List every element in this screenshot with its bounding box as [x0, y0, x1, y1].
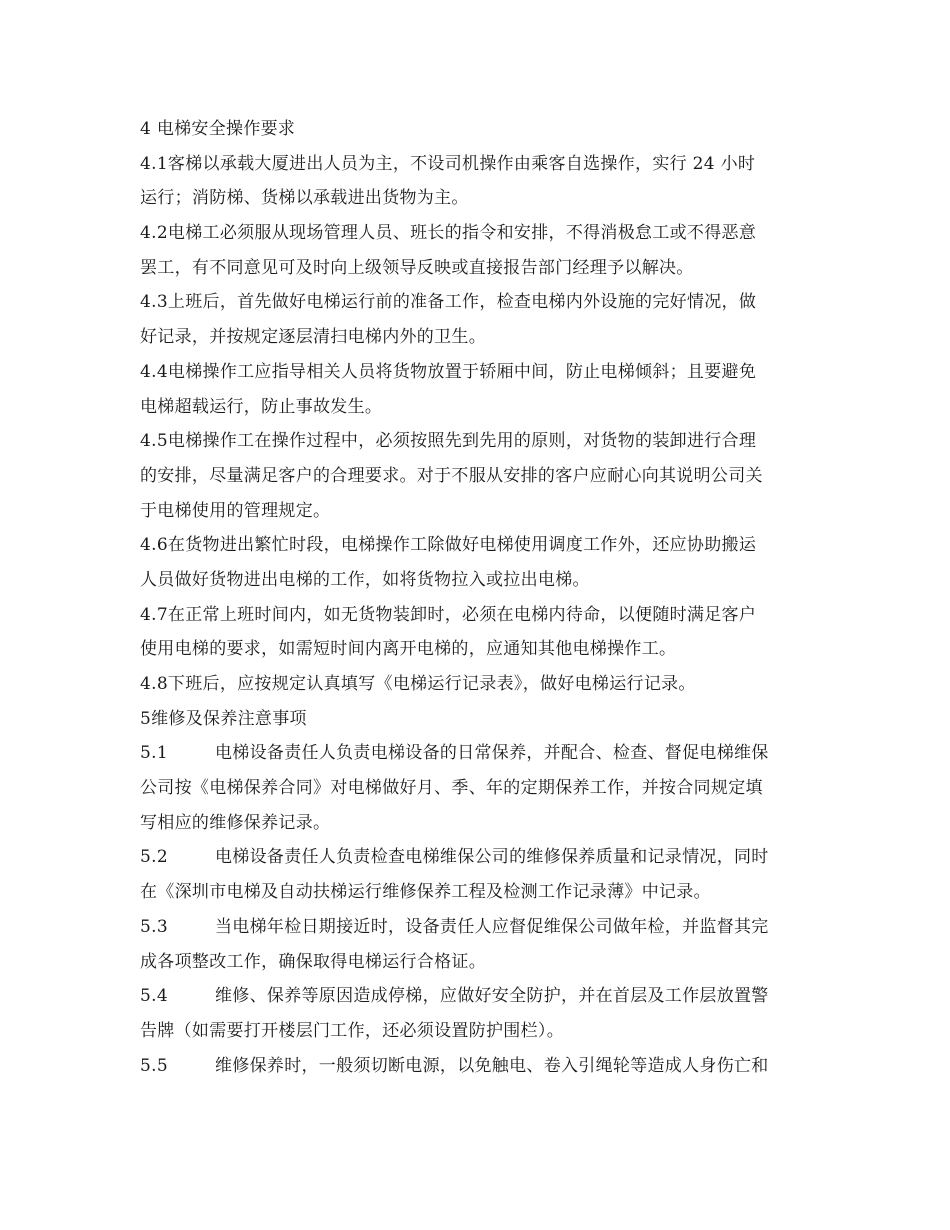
text-line: 运行；消防梯、货梯以承载进出货物为主。	[140, 188, 469, 209]
text-line: 成各项整改工作，确保取得电梯运行合格证。	[140, 951, 486, 972]
item-5-4	[140, 979, 820, 1048]
text-line: 4.4电梯操作工应指导相关人员将货物放置于轿厢中间，防止电梯倾斜；且要避免	[140, 361, 757, 382]
item-5-2	[140, 840, 820, 909]
text-line: 好记录，并按规定逐层清扫电梯内外的卫生。	[140, 327, 486, 348]
text-line: 罢工，有不同意见可及时向上级领导反映或直接报告部门经理予以解决。	[140, 257, 694, 278]
item-5-1	[140, 736, 820, 840]
section-5-heading: 5维修及保养注意事项	[140, 708, 307, 729]
section-4-heading: 4 电梯安全操作要求	[140, 119, 296, 139]
item-number: 5.2	[140, 847, 168, 868]
item-text: 电梯设备责任人负责检查电梯维保公司的维修保养质量和记录情况，同时	[215, 847, 769, 868]
text-line: 4.5电梯操作工在操作过程中，必须按照先到先用的原则，对货物的装卸进行合理	[140, 431, 757, 452]
text-line: 4.2电梯工必须服从现场管理人员、班长的指令和安排，不得消极怠工或不得恶意	[140, 223, 757, 244]
text-line: 电梯超载运行，防止事故发生。	[140, 396, 383, 417]
section-5	[140, 702, 820, 1084]
text-line: 在《深圳市电梯及自动扶梯运行维修保养工程及检测工作记录薄》中记录。	[140, 882, 711, 903]
text-line: 使用电梯的要求，如需短时间内离开电梯的，应通知其他电梯操作工。	[140, 639, 677, 660]
item-text: 维修保养时，一般须切断电源，以免触电、卷入引绳轮等造成人身伤亡和	[215, 1055, 769, 1076]
item-number: 5.4	[140, 986, 168, 1007]
text-line: 4.3上班后，首先做好电梯运行前的准备工作，检查电梯内外设施的完好情况，做	[140, 292, 757, 313]
text-line: 公司按《电梯保养合同》对电梯做好月、季、年的定期保养工作，并按合同规定填	[140, 778, 763, 799]
item-number: 5.1	[140, 743, 168, 764]
text-line: 4.8下班后，应按规定认真填写《电梯运行记录表》，做好电梯运行记录。	[140, 674, 696, 694]
item-number: 5.3	[140, 916, 168, 937]
item-number: 5.5	[140, 1055, 168, 1076]
text-line: 人员做好货物进出电梯的工作，如将货物拉入或拉出电梯。	[140, 569, 590, 590]
section-4	[140, 112, 820, 702]
document-page	[140, 112, 820, 1083]
item-text: 维修、保养等原因造成停梯，应做好安全防护，并在首层及工作层放置警	[215, 986, 769, 1007]
text-line: 的安排，尽量满足客户的合理要求。对于不服从安排的客户应耐心向其说明公司关	[140, 465, 763, 486]
text-line: 写相应的维修保养记录。	[140, 812, 331, 833]
text-line: 4.1客梯以承载大厦进出人员为主，不设司机操作由乘客自选操作，实行 24 小时	[140, 153, 756, 174]
text-line: 于电梯使用的管理规定。	[140, 500, 331, 521]
item-5-3	[140, 910, 820, 979]
text-line: 告牌（如需要打开楼层门工作，还必须设置防护围栏）。	[140, 1020, 564, 1041]
item-text: 当电梯年检日期接近时，设备责任人应督促维保公司做年检，并监督其完	[215, 916, 769, 937]
text-line: 4.6在货物进出繁忙时段，电梯操作工除做好电梯使用调度工作外，还应协助搬运	[140, 535, 757, 556]
text-line: 4.7在正常上班时间内，如无货物装卸时，必须在电梯内待命，以便随时满足客户	[140, 604, 757, 625]
item-5-5	[140, 1049, 820, 1084]
item-text: 电梯设备责任人负责电梯设备的日常保养，并配合、检查、督促电梯维保	[215, 743, 769, 764]
